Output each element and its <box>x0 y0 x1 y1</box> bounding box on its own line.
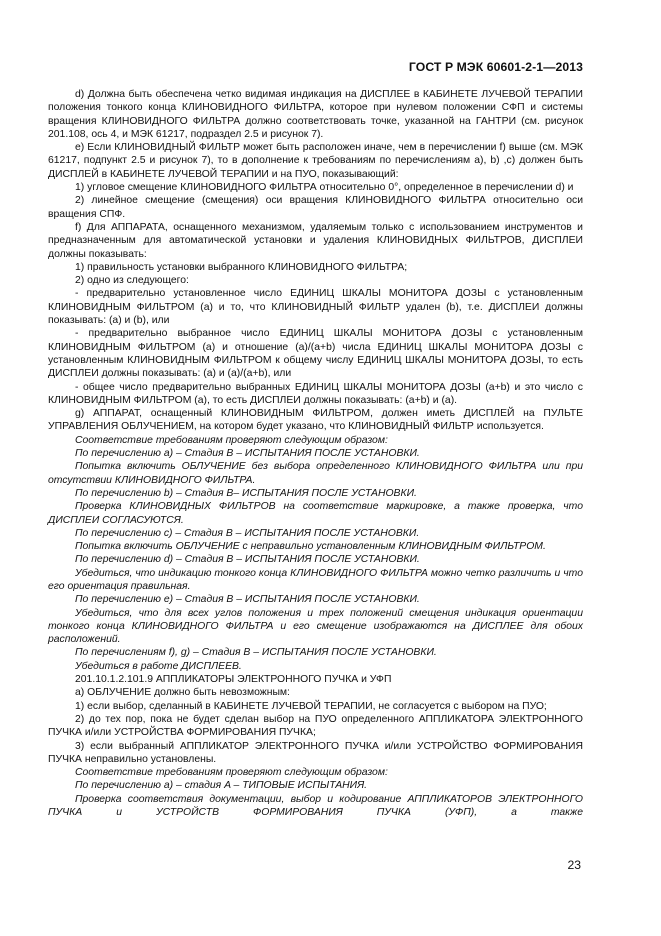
paragraph: Проверка КЛИНОВИДНЫХ ФИЛЬТРОВ на соответствие маркировке, а также проверка, что ДИСПЛЕИ СОГЛАСУЮТСЯ. <box>48 501 583 526</box>
paragraph: 1) угловое смещение КЛИНОВИДНОГО ФИЛЬТРА относительно 0°, определенное в перечислении d) и <box>75 182 574 194</box>
paragraph: - предварительно выбранное число ЕДИНИЦ ШКАЛЫ МОНИТОРА ДОЗЫ с установленным КЛИНОВИДНЫМ ФИЛЬТРОМ (a) и отношение (a)/(a+b) числа ЕДИНИЦ ШКАЛЫ МОНИТОРА ДОЗЫ с установленным КЛИНОВИДНЫМ ФИЛЬТРОМ к общему числу ЕДИНИЦ ШКАЛЫ МОНИТОРА ДОЗЫ, то есть ДИСПЛЕИ должны показывать: (a) и (a)/(a+b), или <box>48 328 583 380</box>
document-header: ГОСТ Р МЭК 60601-2-1—2013 <box>408 60 583 74</box>
paragraph: Попытка включить ОБЛУЧЕНИЕ без выбора определенного КЛИНОВИДНОГО ФИЛЬТРА или при отсутствии КЛИНОВИДНОГО ФИЛЬТРА. <box>48 461 583 486</box>
paragraph: По перечислению c) – Стадия B – ИСПЫТАНИЯ ПОСЛЕ УСТАНОВКИ. <box>75 527 420 539</box>
paragraph: Убедиться в работе ДИСПЛЕЕВ. <box>75 660 242 672</box>
paragraph: По перечислению b) – Стадия B– ИСПЫТАНИЯ ПОСЛЕ УСТАНОВКИ. <box>75 487 417 499</box>
paragraph: 1) правильность установки выбранного КЛИНОВИДНОГО ФИЛЬТРА; <box>75 261 408 273</box>
paragraph: 1) если выбор, сделанный в КАБИНЕТЕ ЛУЧЕВОЙ ТЕРАПИИ, не согласуется с выбором на ПУО; <box>75 700 547 712</box>
paragraph: По перечислению a) – Стадия B – ИСПЫТАНИЯ ПОСЛЕ УСТАНОВКИ. <box>75 448 420 460</box>
paragraph: - общее число предварительно выбранных ЕДИНИЦ ШКАЛЫ МОНИТОРА ДОЗЫ (a+b) и это число с КЛИНОВИДНЫМ ФИЛЬТРОМ (a), то есть ДИСПЛЕИ должны показывать: (a+b) и (a). <box>48 381 583 406</box>
paragraph: - предварительно установленное число ЕДИНИЦ ШКАЛЫ МОНИТОРА ДОЗЫ с установленным КЛИНОВИДНЫМ ФИЛЬТРОМ (a) и то, что КЛИНОВИДНЫЙ ФИЛЬТР удален (b), т.е. ДИСПЛЕИ должны показывать: (a) и (b), или <box>48 288 583 327</box>
paragraph: d) Должна быть обеспечена четко видимая индикация на ДИСПЛЕЕ в КАБИНЕТЕ ЛУЧЕВОЙ ТЕРАПИИ положения тонкого конца КЛИНОВИДНОГО ФИЛЬТРА, которое при нулевом положении СФП и системы вращения КЛИНОВИДНОГО ФИЛЬТРА должно соответствовать точке, указанной на ГАНТРИ (см. рисунок 201.108, ось 4, и МЭК 61217, подраздел 2.5 и рисунок 7). <box>48 89 583 140</box>
paragraph: f) Для АППАРАТА, оснащенного механизмом, удаляемым только с использованием инструментов и предназначенным для автоматической установки и удаления КЛИНОВИДНЫХ ФИЛЬТРОВ, ДИСПЛЕИ должны показывать: <box>48 221 583 260</box>
paragraph: Попытка включить ОБЛУЧЕНИЕ с неправильно установленным КЛИНОВИДНЫМ ФИЛЬТРОМ. <box>75 541 546 553</box>
paragraph: По перечислению e) – Стадия B – ИСПЫТАНИЯ ПОСЛЕ УСТАНОВКИ. <box>75 594 420 606</box>
paragraph: 2) линейное смещение (смещения) оси вращения КЛИНОВИДНОГО ФИЛЬТРА относительно оси вращения СПФ. <box>48 195 583 220</box>
paragraph: Соответствие требованиям проверяют следующим образом: <box>75 767 388 779</box>
paragraph: Убедиться, что индикацию тонкого конца КЛИНОВИДНОГО ФИЛЬТРА можно четко различить и что его ориентация правильная. <box>48 567 583 592</box>
paragraph: g) АППАРАТ, оснащенный КЛИНОВИДНЫМ ФИЛЬТРОМ, должен иметь ДИСПЛЕЙ на ПУЛЬТЕ УПРАВЛЕНИЯ ОБЛУЧЕНИЕМ, на котором будет указано, что КЛИНОВИДНЫЙ ФИЛЬТР используется. <box>48 408 583 433</box>
paragraph: 3) если выбранный АППЛИКАТОР ЭЛЕКТРОННОГО ПУЧКА и/или УСТРОЙСТВО ФОРМИРОВАНИЯ ПУЧКА неправильно установлены. <box>48 740 583 765</box>
paragraph: Проверка соответствия документации, выбор и кодирование АППЛИКАТОРОВ ЭЛЕКТРОННОГО ПУЧКА и УСТРОЙСТВ ФОРМИРОВАНИЯ ПУЧКА (УФП), а также <box>48 793 583 819</box>
paragraph: По перечислению a) – стадия A – ТИПОВЫЕ ИСПЫТАНИЯ. <box>75 780 368 792</box>
paragraph: Соответствие требованиям проверяют следующим образом: <box>75 434 388 446</box>
document-body <box>48 88 583 819</box>
paragraph: 201.10.1.2.101.9 АППЛИКАТОРЫ ЭЛЕКТРОННОГО ПУЧКА и УФП <box>75 674 392 686</box>
paragraph: а) ОБЛУЧЕНИЕ должно быть невозможным: <box>75 687 290 699</box>
paragraph: Убедиться, что для всех углов положения и трех положений смещения индикация ориентации тонкого конца КЛИНОВИДНОГО ФИЛЬТРА и его смещение изображаются на ДИСПЛЕЕ для обоих расположений. <box>48 607 583 646</box>
page-number: 23 <box>567 858 581 872</box>
paragraph: По перечислениям f), g) – Стадия B – ИСПЫТАНИЯ ПОСЛЕ УСТАНОВКИ. <box>75 647 437 659</box>
paragraph: 2) до тех пор, пока не будет сделан выбор на ПУО определенного АППЛИКАТОРА ЭЛЕКТРОННОГО ПУЧКА и/или УСТРОЙСТВА ФОРМИРОВАНИЯ ПУЧКА; <box>48 713 583 739</box>
paragraph: e) Если КЛИНОВИДНЫЙ ФИЛЬТР может быть расположен иначе, чем в перечислении f) выше (см. МЭК 61217, подпункт 2.5 и рисунок 7), то в дополнение к требованиям по перечислениям a), b) ,c) должен быть ДИСПЛЕЙ в КАБИНЕТЕ ЛУЧЕВОЙ ТЕРАПИИ и на ПУО, показывающий: <box>48 142 583 180</box>
paragraph: 2) одно из следующего: <box>75 275 189 287</box>
paragraph: По перечислению d) – Стадия B – ИСПЫТАНИЯ ПОСЛЕ УСТАНОВКИ. <box>75 554 420 566</box>
